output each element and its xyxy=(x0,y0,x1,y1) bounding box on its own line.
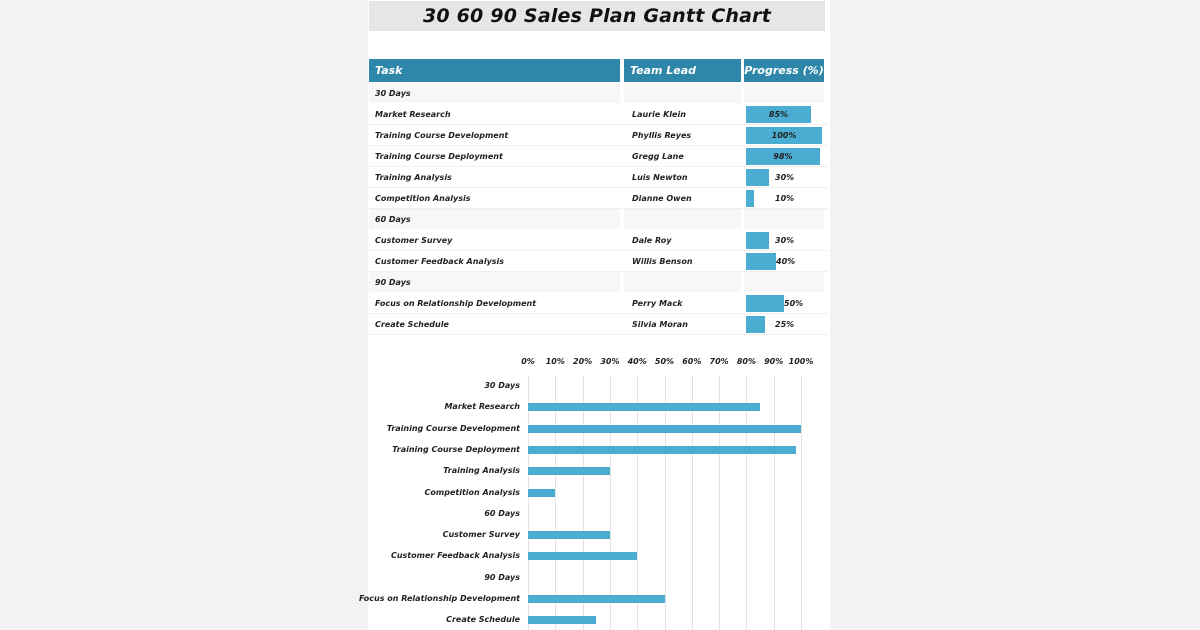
progress-cell[interactable] xyxy=(744,104,824,124)
progress-bar xyxy=(746,253,776,270)
task-cell[interactable]: Training Course Development xyxy=(375,130,509,140)
gantt-chart xyxy=(358,345,830,630)
category-label: 60 Days xyxy=(484,508,520,518)
table-row xyxy=(368,251,828,272)
task-cell[interactable]: Customer Feedback Analysis xyxy=(375,256,505,266)
gantt-bar[interactable] xyxy=(528,403,760,411)
gridline xyxy=(610,375,611,630)
progress-label: 30% xyxy=(775,172,795,182)
category-label: Training Course Development xyxy=(386,423,520,433)
gridline xyxy=(528,375,529,630)
category-label: Customer Survey xyxy=(442,530,520,540)
progress-cell[interactable] xyxy=(744,83,824,103)
gantt-bar[interactable] xyxy=(528,489,555,497)
progress-bar xyxy=(746,232,769,249)
progress-cell[interactable] xyxy=(744,251,824,271)
x-tick-label: 70% xyxy=(709,357,729,366)
group-row xyxy=(368,272,828,293)
task-cell[interactable]: Focus on Relationship Development xyxy=(375,298,537,308)
header-task: Task xyxy=(369,59,620,82)
category-label: 30 Days xyxy=(484,381,520,390)
progress-cell[interactable] xyxy=(744,167,824,187)
gantt-bar[interactable] xyxy=(528,446,796,454)
task-cell[interactable]: Market Research xyxy=(375,109,451,119)
x-tick-label: 0% xyxy=(521,357,535,366)
gantt-bar[interactable] xyxy=(528,595,665,603)
team-lead-cell[interactable]: Gregg Lane xyxy=(632,151,684,161)
task-cell[interactable]: Customer Survey xyxy=(375,235,453,245)
progress-cell[interactable] xyxy=(744,230,824,250)
category-label: Create Schedule xyxy=(446,615,520,625)
team-lead-cell[interactable] xyxy=(624,272,741,292)
table-row xyxy=(368,167,828,188)
gridline xyxy=(637,375,638,630)
category-label: Customer Feedback Analysis xyxy=(390,551,520,561)
progress-label: 30% xyxy=(775,235,795,245)
gantt-bar[interactable] xyxy=(528,467,610,475)
task-cell[interactable]: 60 Days xyxy=(369,209,620,229)
progress-label: 100% xyxy=(771,130,797,140)
task-cell[interactable]: 90 Days xyxy=(369,272,620,292)
table-row xyxy=(368,188,828,209)
category-label: Training Analysis xyxy=(443,466,520,476)
table-row xyxy=(368,146,828,167)
x-tick-label: 90% xyxy=(764,357,784,366)
progress-label: 85% xyxy=(768,109,789,119)
team-lead-cell[interactable]: Dale Roy xyxy=(632,235,672,245)
x-tick-label: 100% xyxy=(788,357,814,366)
x-tick-label: 80% xyxy=(736,357,756,366)
category-label: Market Research xyxy=(444,402,520,412)
progress-bar xyxy=(746,295,784,312)
gridline xyxy=(719,375,720,630)
gantt-bar[interactable] xyxy=(528,531,610,539)
progress-label: 98% xyxy=(773,151,793,161)
table-row xyxy=(368,104,828,125)
gridline xyxy=(665,375,666,630)
group-row xyxy=(368,209,828,230)
task-cell[interactable]: Competition Analysis xyxy=(375,193,471,203)
team-lead-cell[interactable]: Dianne Owen xyxy=(632,193,692,203)
x-tick-label: 60% xyxy=(682,357,702,366)
category-label: 90 Days xyxy=(484,572,520,582)
category-label: Focus on Relationship Development xyxy=(358,594,520,603)
gantt-bar[interactable] xyxy=(528,616,596,624)
table-row xyxy=(368,125,828,146)
team-lead-cell[interactable] xyxy=(624,209,741,229)
gridline xyxy=(583,375,584,630)
progress-cell[interactable] xyxy=(744,188,824,208)
title-bar xyxy=(369,1,825,31)
team-lead-cell[interactable]: Silvia Moran xyxy=(632,319,688,329)
page-title: 30 60 90 Sales Plan Gantt Chart xyxy=(422,5,772,27)
team-lead-cell[interactable]: Luis Newton xyxy=(632,172,688,182)
gantt-bar[interactable] xyxy=(528,425,801,433)
task-cell[interactable]: Training Analysis xyxy=(375,172,452,182)
progress-label: 50% xyxy=(784,298,804,308)
group-row xyxy=(368,83,828,104)
progress-cell[interactable] xyxy=(744,146,824,166)
progress-cell[interactable] xyxy=(744,314,824,334)
gridline xyxy=(692,375,693,630)
progress-cell[interactable] xyxy=(744,125,824,145)
progress-bar xyxy=(746,316,765,333)
category-label: Competition Analysis xyxy=(424,487,520,497)
spreadsheet-sheet xyxy=(358,0,830,630)
gantt-bar[interactable] xyxy=(528,552,637,560)
team-lead-cell[interactable]: Laurie Klein xyxy=(632,109,686,119)
category-label: Training Course Deployment xyxy=(392,444,520,454)
progress-bar xyxy=(746,190,754,207)
team-lead-cell[interactable] xyxy=(624,83,741,103)
progress-cell[interactable] xyxy=(744,272,824,292)
team-lead-cell[interactable]: Willis Benson xyxy=(632,256,693,266)
x-tick-label: 20% xyxy=(573,357,593,366)
task-cell[interactable]: Training Course Deployment xyxy=(375,151,503,161)
table-row xyxy=(368,293,828,314)
progress-cell[interactable] xyxy=(744,209,824,229)
task-cell[interactable]: 30 Days xyxy=(369,83,620,103)
x-tick-label: 10% xyxy=(545,357,565,366)
header-progress: Progress (%) xyxy=(744,59,824,82)
progress-label: 10% xyxy=(775,193,795,203)
progress-label: 40% xyxy=(776,256,796,266)
progress-cell[interactable] xyxy=(744,293,824,313)
progress-bar xyxy=(746,169,769,186)
team-lead-cell[interactable]: Phyllis Reyes xyxy=(632,130,692,140)
gridline xyxy=(746,375,747,630)
table-row xyxy=(368,230,828,251)
team-lead-cell[interactable]: Perry Mack xyxy=(632,298,683,308)
gridline xyxy=(774,375,775,630)
x-tick-label: 30% xyxy=(600,357,620,366)
header-team-lead: Team Lead xyxy=(624,59,741,82)
x-tick-label: 40% xyxy=(627,357,647,366)
progress-label: 25% xyxy=(775,319,795,329)
gridline xyxy=(555,375,556,630)
task-cell[interactable]: Create Schedule xyxy=(375,319,449,329)
table-row xyxy=(368,314,828,335)
gridline xyxy=(801,375,802,630)
x-tick-label: 50% xyxy=(654,357,675,366)
